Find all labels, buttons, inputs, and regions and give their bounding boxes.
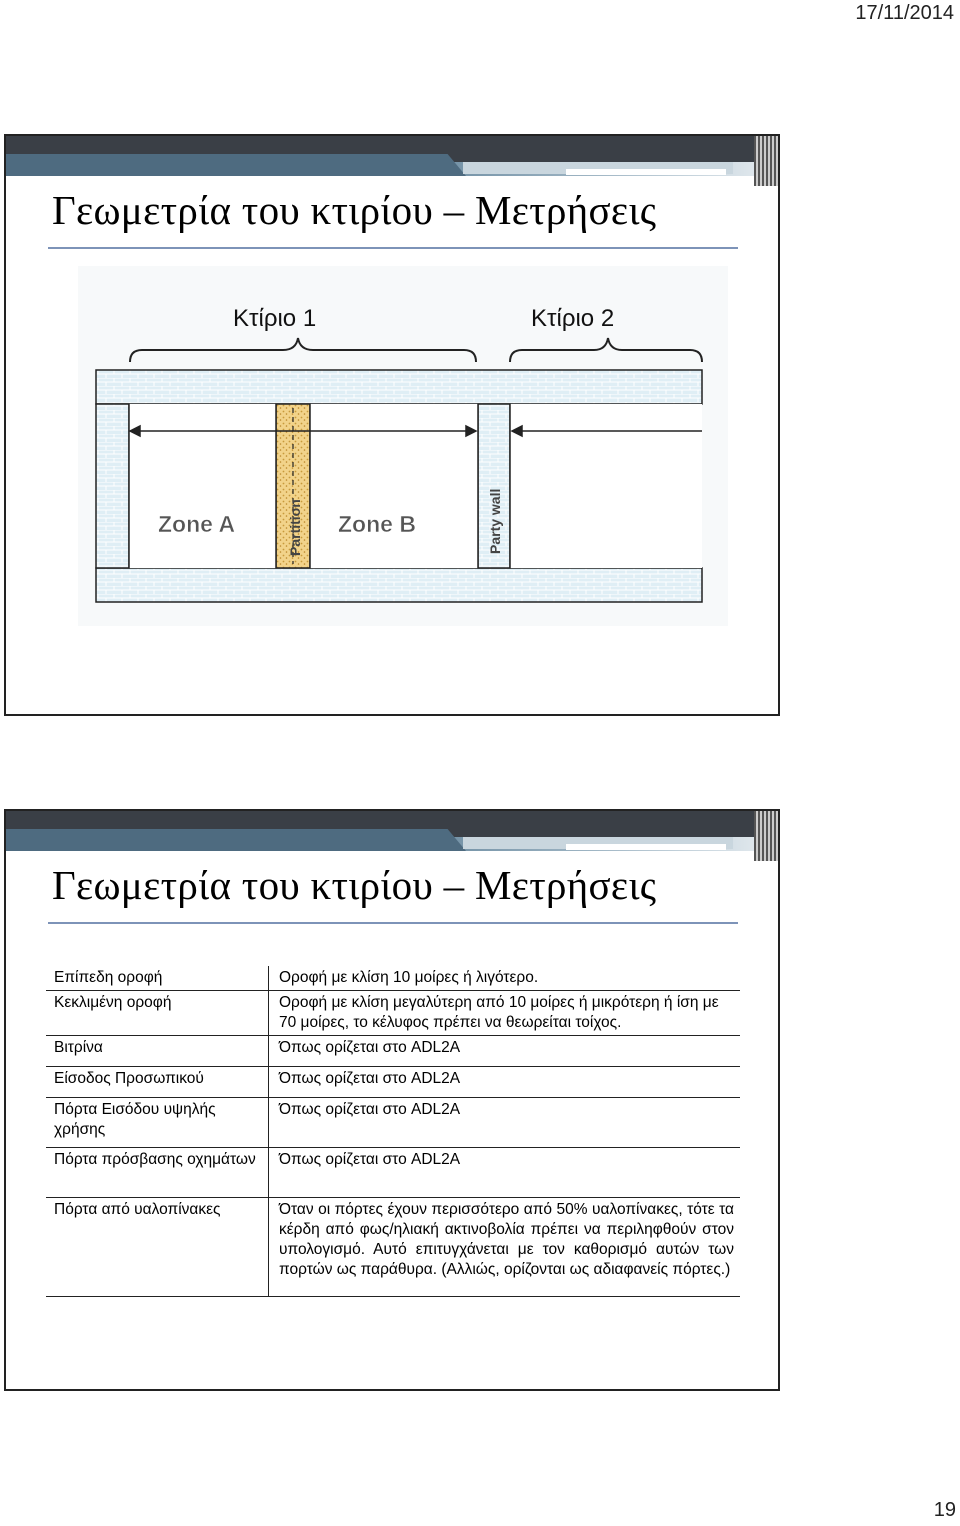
definition-cell: Όπως ορίζεται στο ADL2A [269,1067,741,1098]
term-cell: Πόρτα από υαλοπίνακες [46,1198,269,1297]
floor-slab [96,568,702,602]
term-cell: Βιτρίνα [46,1036,269,1067]
table-row [46,966,740,991]
building-1-label: Κτίριο 1 [233,305,317,332]
definition-cell: Όπως ορίζεται στο ADL2A [269,1098,741,1148]
term-cell: Επίπεδη οροφή [46,966,269,991]
partition-label: Partition [287,499,303,556]
definition-cell: Οροφή με κλίση μεγαλύτερη από 10 μοίρες ή μικρότερη ή ίση με 70 μοίρες, το κέλυφος πρέπει να θεωρείται τοίχος. [269,991,741,1036]
definitions-table [46,966,740,1297]
roof-slab [96,370,702,404]
page-number: 19 [933,1499,956,1521]
table-row [46,1148,740,1198]
slide-2 [4,809,780,1391]
slide-1 [4,134,780,716]
term-cell: Πόρτα πρόσβασης οχημάτων [46,1148,269,1198]
slide-title: Γεωμετρία του κτιρίου – Μετρήσεις [52,187,657,233]
table-row [46,991,740,1036]
slide-header-band [6,811,778,851]
building-2-label: Κτίριο 2 [531,305,615,332]
building-geometry-diagram [78,266,728,626]
zone-b-label: Zone B [338,511,416,537]
zone-a-label: Zone A [158,511,236,537]
term-cell: Πόρτα Εισόδου υψηλής χρήσης [46,1098,269,1148]
slide-title: Γεωμετρία του κτιρίου – Μετρήσεις [52,862,657,908]
definition-cell: Όπως ορίζεται στο ADL2A [269,1036,741,1067]
table-row [46,1067,740,1098]
definition-cell: Όταν οι πόρτες έχουν περισσότερο από 50% υαλοπίνακες, τότε τα κέρδη από φως/ηλιακή ακτινοβολία πρέπει να περιληφθούν στον υπολογισμό. Αυτό επιτυγχάνεται με τον καθορισμό αυτών των πορτών ως παράθυρα. (Αλλιώς, ορίζονται ως αδιαφανείς πόρτες.) [269,1198,741,1297]
external-wall-left [96,404,129,568]
table-row [46,1098,740,1148]
definition-cell: Όπως ορίζεται στο ADL2A [269,1148,741,1198]
slide-header-band [6,136,778,176]
term-cell: Είσοδος Προσωπικού [46,1067,269,1098]
term-cell: Κεκλιμένη οροφή [46,991,269,1036]
table-row [46,1036,740,1067]
table-row [46,1198,740,1297]
party-wall-label: Party wall [487,488,503,554]
title-underline [48,247,738,249]
date-label: 17/11/2014 [855,2,954,24]
definition-cell: Οροφή με κλίση 10 μοίρες ή λιγότερο. [269,966,741,991]
title-underline [48,922,738,924]
